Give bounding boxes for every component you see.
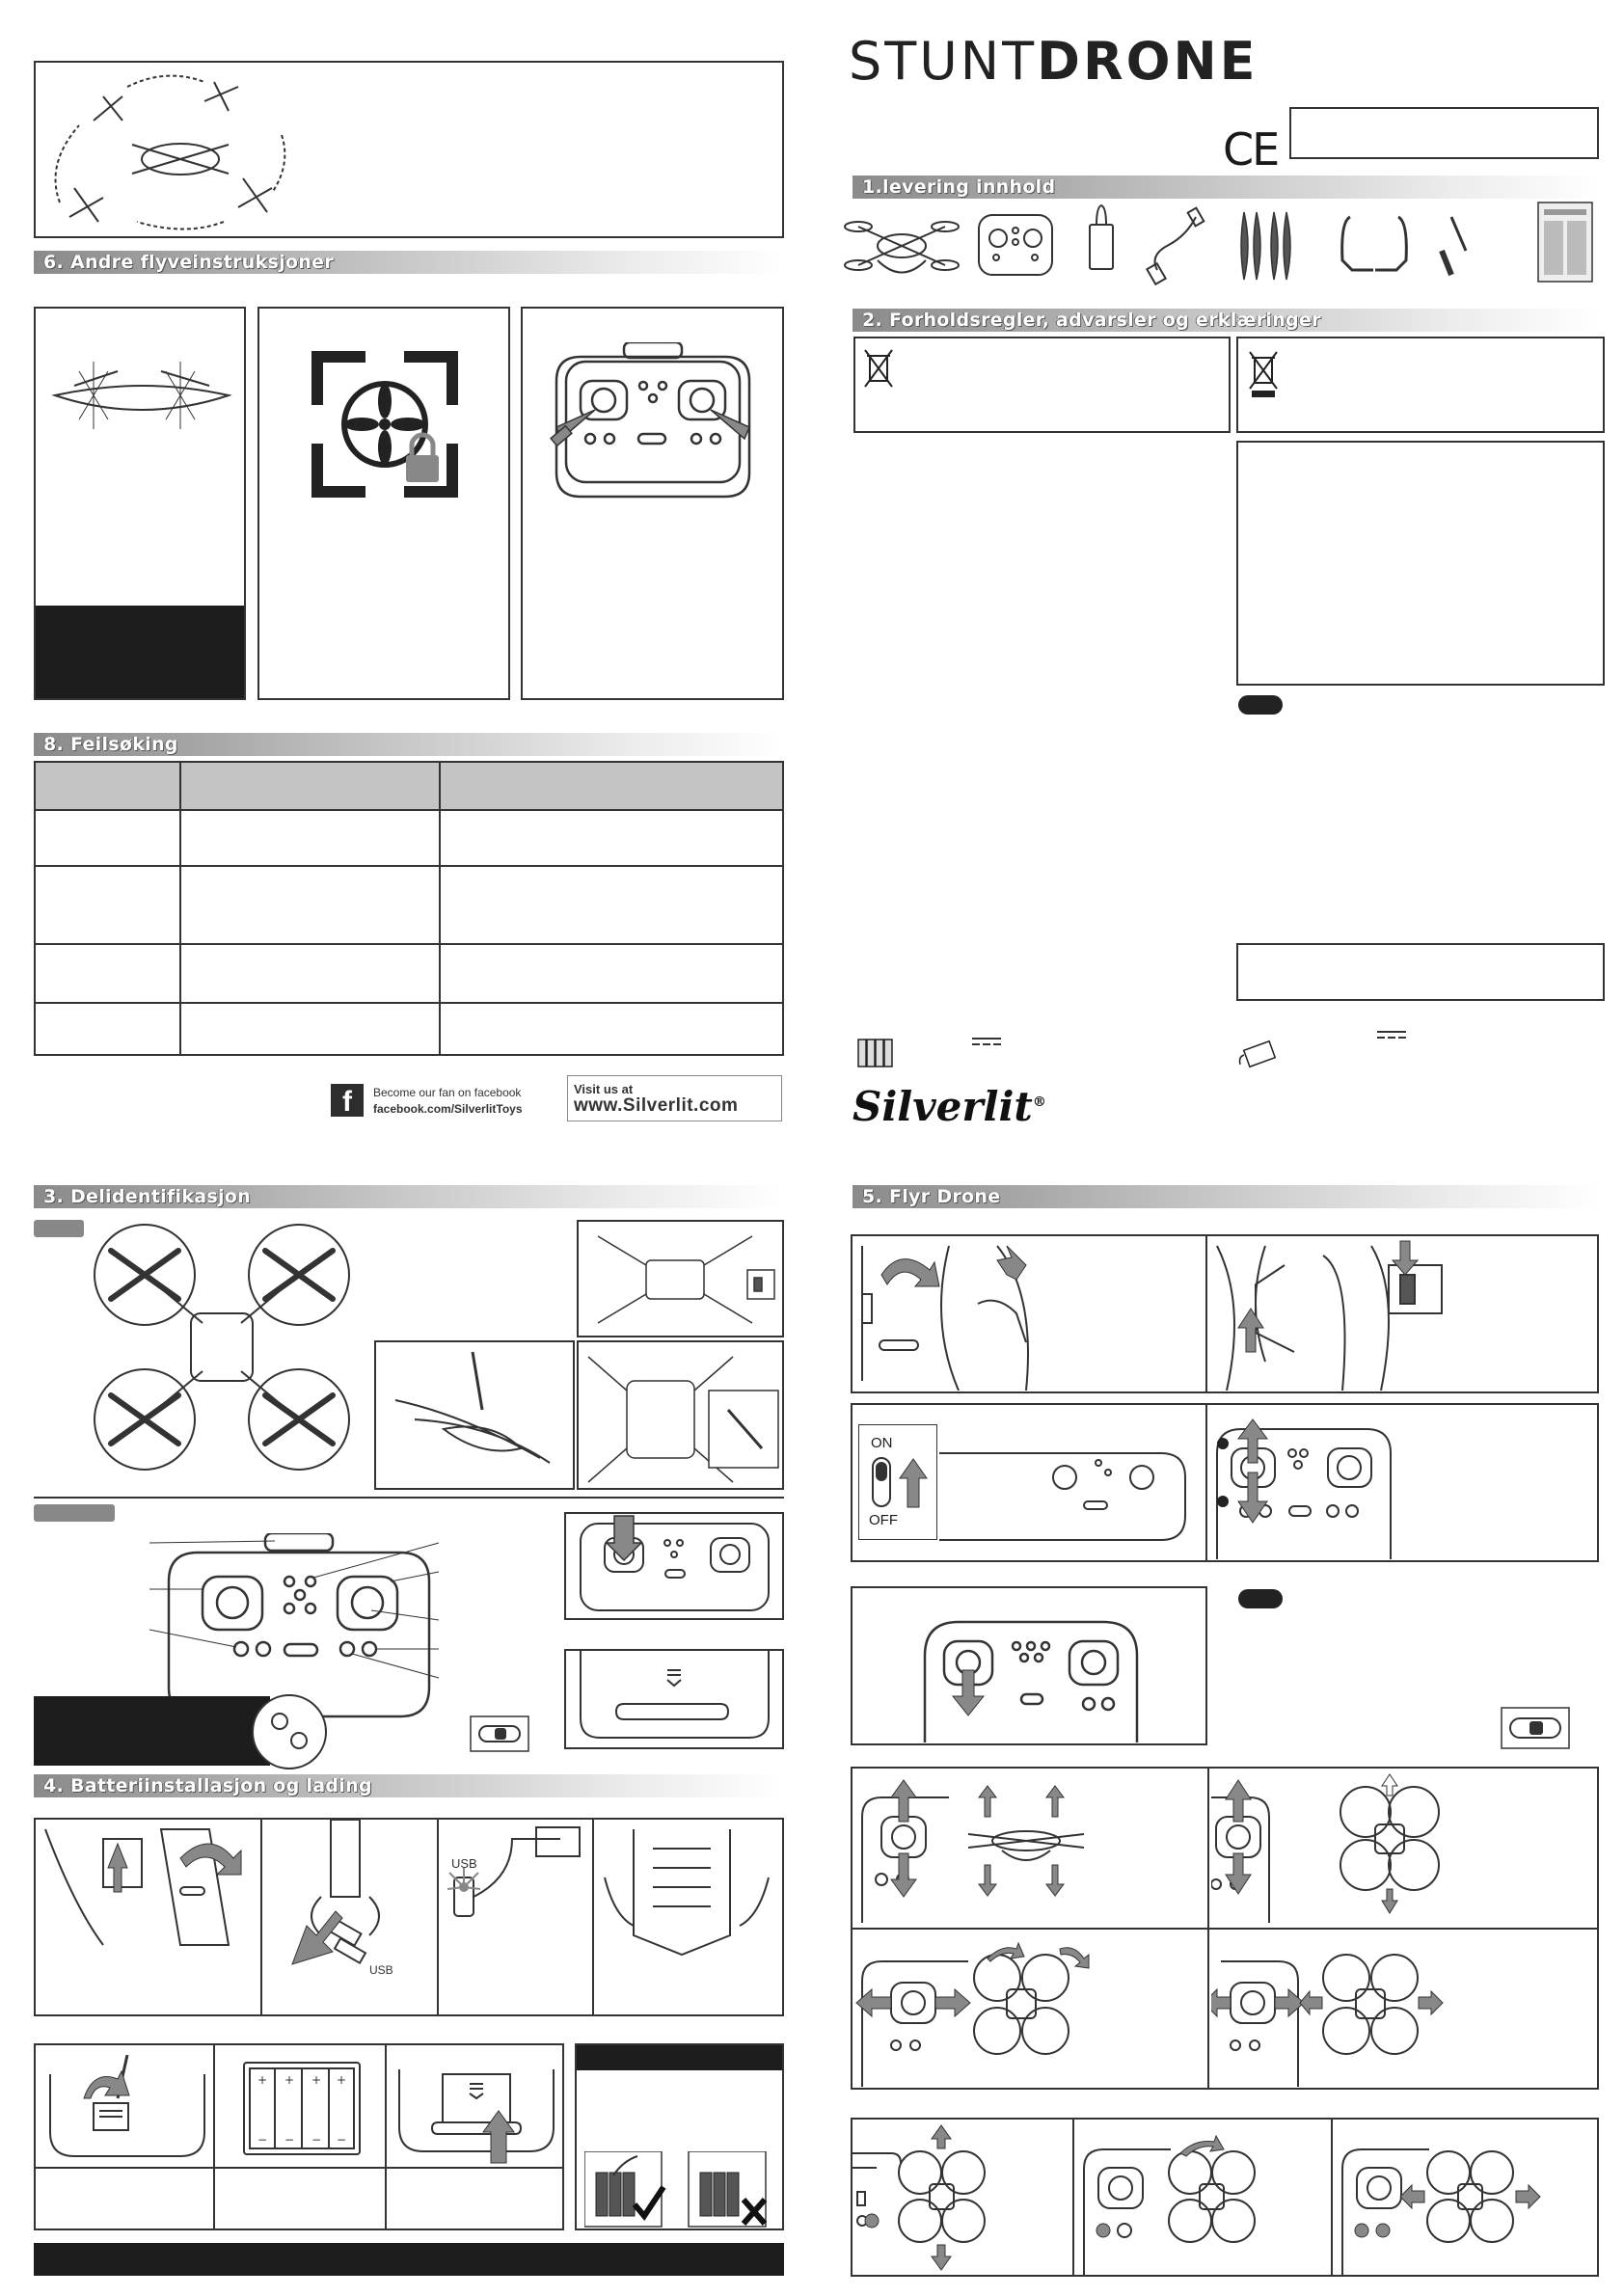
- disposal-box-left: [853, 337, 1231, 433]
- footer-dark-bar: [34, 2243, 784, 2276]
- step-divider: [260, 1820, 262, 2014]
- crossed-bin-icon: [863, 348, 894, 389]
- battery-correct-icon: [584, 2151, 663, 2227]
- flip-illustration-box: [34, 61, 784, 238]
- svg-text:−: −: [311, 2133, 322, 2147]
- throttle-sync-box: [1205, 1403, 1599, 1562]
- remote-throttle-box: [564, 1512, 784, 1620]
- table-row-divider: [36, 1002, 782, 1004]
- section-4-header: 4. Batteriinstallasjon og lading: [34, 1774, 784, 1797]
- disposal-box-right: [1236, 337, 1605, 433]
- screwdriver-icon: [1442, 217, 1466, 275]
- battery-warning-header: [577, 2045, 782, 2070]
- on-label: ON: [871, 1435, 893, 1451]
- drone-flip-icon: [36, 63, 325, 236]
- remote-battery-door-box: [564, 1649, 784, 1749]
- ce-mark: CE: [1223, 123, 1279, 176]
- landing-gear-icon: [1342, 217, 1407, 270]
- trim-controls-grid: [851, 2118, 1599, 2277]
- section-1-header: 1.levering innhold: [853, 176, 1600, 199]
- dark-caption-block: [36, 606, 244, 698]
- flight-controls-grid: [851, 1767, 1599, 2090]
- off-label: OFF: [869, 1512, 898, 1528]
- step-divider: [437, 1820, 439, 2014]
- section-8-header: 8. Feilsøking: [34, 733, 784, 756]
- usb-cable-icon: [1147, 208, 1204, 284]
- battery-icon: [1090, 205, 1113, 269]
- screw-open-icon: [45, 2055, 209, 2161]
- step-divider: [213, 2045, 215, 2228]
- flight-step-box-1: [851, 1234, 1207, 1393]
- logo-bold: DRONE: [1037, 31, 1259, 92]
- svg-text:+: +: [311, 2073, 322, 2087]
- roll-trim-icon: [1333, 2120, 1597, 2275]
- facebook-icon: f: [331, 1084, 364, 1117]
- table-col-divider: [179, 763, 181, 1054]
- silverlit-logo: [853, 1078, 1046, 1131]
- usb-cable-label: USB: [369, 1963, 393, 1977]
- note-pill: [1238, 1589, 1283, 1608]
- usb-port-label: USB: [451, 1856, 477, 1871]
- power-switch-box: [851, 1403, 1207, 1562]
- crossed-bin-icon: [1248, 350, 1279, 398]
- section-6-header: 6. Andre flyveinstruksjoner: [34, 251, 784, 274]
- logo-thin: STUNT: [849, 31, 1038, 92]
- screwdriver-icon: [376, 1342, 573, 1487]
- landing-gear-install-icon: [595, 1820, 783, 1964]
- lipo-battery-icon: [1238, 1036, 1277, 1068]
- yaw-control-icon: [853, 1930, 1205, 2087]
- battery-door-close-icon: [394, 2055, 558, 2166]
- caption-divider: [36, 2167, 562, 2169]
- visit-box: [567, 1075, 782, 1121]
- section-3-divider: [34, 1497, 784, 1499]
- step-divider: [592, 1820, 594, 2014]
- drone-detail-box-bottom: [577, 1340, 784, 1490]
- battery-connect-icon: [263, 1820, 437, 1984]
- propeller-install-box: [374, 1340, 575, 1490]
- visit-line-1: Visit us at: [574, 1082, 634, 1096]
- remote-tag: [34, 1504, 115, 1522]
- aa-battery-compartment-icon: [225, 2055, 379, 2161]
- drone-detail-box-top: [577, 1220, 784, 1337]
- step-divider: [385, 2045, 387, 2228]
- section-2-header: 2. Forholdsregler, advarsler og erklæringer: [853, 309, 1600, 332]
- roll-control-icon: [1211, 1930, 1597, 2087]
- facebook-line-2: facebook.com/SilverlitToys: [373, 1102, 523, 1116]
- svg-text:−: −: [257, 2133, 268, 2147]
- table-row-divider: [36, 943, 782, 945]
- svg-text:+: +: [284, 2073, 295, 2087]
- remote-icon: [542, 342, 764, 511]
- svg-text:+: +: [337, 2073, 347, 2087]
- switch-icon: [470, 1715, 529, 1752]
- switch-callout: [858, 1424, 937, 1540]
- yaw-trim-icon: [1074, 2120, 1331, 2275]
- svg-text:−: −: [284, 2133, 295, 2147]
- remote-zoom-circle: [246, 1692, 333, 1771]
- remote-dark-caption: [34, 1696, 270, 1766]
- manual-icon: [1538, 203, 1592, 282]
- table-col-divider: [439, 763, 441, 1054]
- troubleshooting-table: [34, 761, 784, 1056]
- product-code-box: [1289, 107, 1599, 159]
- battery-wrong-icon: [689, 2151, 766, 2227]
- dc-symbol-icon: [1377, 1030, 1406, 1040]
- stuntdrone-logo: [849, 33, 1259, 91]
- table-header-row: [36, 763, 782, 811]
- drone-topview-diagram: [77, 1217, 366, 1477]
- section-5-header: 5. Flyr Drone: [853, 1185, 1600, 1208]
- usb-charging-icon: [440, 1820, 592, 1964]
- dc-symbol-icon: [972, 1037, 1001, 1046]
- flight-step-box-2: [1205, 1234, 1599, 1393]
- svg-text:+: +: [257, 2073, 268, 2087]
- aa-batteries-icon: [856, 1036, 895, 1068]
- svg-text:−: −: [337, 2133, 347, 2147]
- pitch-trim-icon: [853, 2120, 1070, 2275]
- pitch-control-icon: [1211, 1769, 1597, 1926]
- battery-warning-box: [575, 2043, 784, 2230]
- propellers-icon: [1241, 212, 1290, 280]
- switch-icon: [1501, 1707, 1570, 1749]
- charging-steps-box: [34, 1818, 784, 2016]
- throttle-down-box: [851, 1586, 1207, 1745]
- silverlit-wordmark: Silverlit: [853, 1083, 1033, 1130]
- warning-box: [1236, 441, 1605, 686]
- remote-icon: [979, 215, 1052, 275]
- lock-icon: [308, 347, 462, 501]
- remote-calibration-box: [521, 307, 784, 700]
- lock-mode-box: [257, 307, 510, 700]
- remote-battery-steps-box: [34, 2043, 564, 2230]
- table-row-divider: [36, 865, 782, 867]
- info-box: [1236, 943, 1605, 1001]
- section-3-header: 3. Delidentifikasjon: [34, 1185, 784, 1208]
- facebook-line-1: Become our fan on facebook: [373, 1086, 522, 1099]
- drone-lights-icon: [45, 352, 238, 439]
- power-switch-icon: [869, 1454, 929, 1512]
- battery-door-open-icon: [36, 1820, 259, 1955]
- visit-line-2: www.Silverlit.com: [574, 1095, 739, 1116]
- drone-lights-box: [34, 307, 246, 700]
- drone-icon: [845, 222, 959, 273]
- package-contents: [844, 198, 1606, 289]
- registered-mark: ®: [1032, 1094, 1046, 1110]
- throttle-control-icon: [853, 1769, 1205, 1926]
- note-pill: [1238, 695, 1283, 715]
